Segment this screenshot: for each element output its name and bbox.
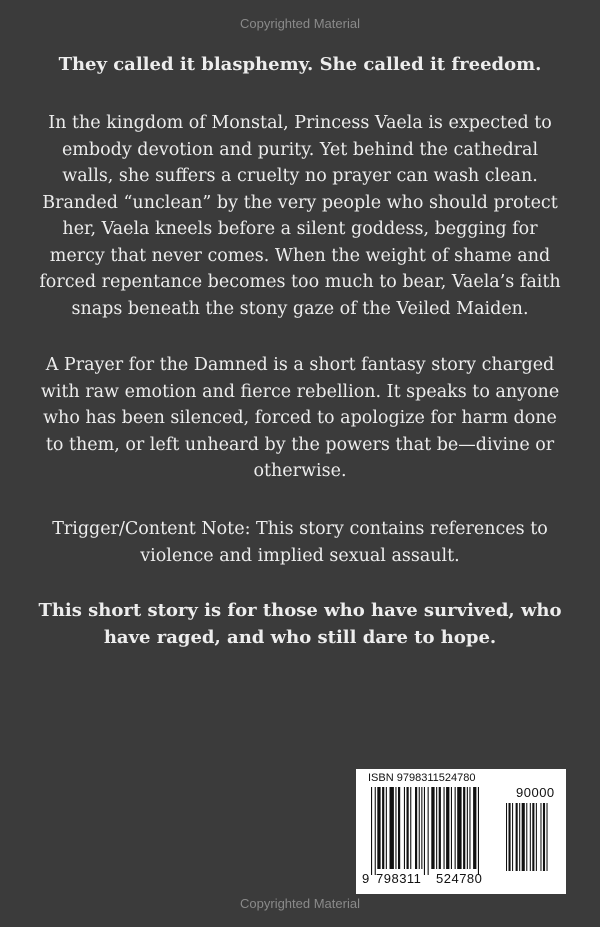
text-line: to them, or left unheard by the powers that be—divine or bbox=[45, 434, 555, 455]
text-line: with raw emotion and fierce rebellion. It speaks to anyone bbox=[40, 381, 560, 402]
barcode-digit-first: 9 bbox=[362, 871, 370, 886]
closing-paragraph bbox=[30, 598, 570, 651]
text-line: mercy that never comes. When the weight of shame and bbox=[49, 245, 551, 266]
text-line: have raged, and who still dare to hope. bbox=[103, 626, 497, 648]
text-line: snaps beneath the stony gaze of the Veiled Maiden. bbox=[71, 298, 529, 319]
text-line: walls, she suffers a cruelty no prayer can wash clean. bbox=[62, 166, 538, 186]
synopsis-paragraph bbox=[30, 110, 570, 322]
description-paragraph bbox=[30, 352, 570, 485]
text-line: who has been silenced, forced to apologize for harm done bbox=[43, 408, 557, 428]
barcode-addon-code: 90000 bbox=[516, 785, 555, 800]
barcode-digits-right: 524780 bbox=[436, 871, 483, 886]
isbn-label: ISBN 9798311524780 bbox=[368, 772, 476, 784]
text-line: her, Vaela kneels before a silent goddess, begging for bbox=[62, 219, 538, 239]
copyright-watermark-bottom: Copyrighted Material bbox=[240, 896, 360, 911]
text-line: violence and implied sexual assault. bbox=[140, 545, 460, 566]
text-line: This short story is for those who have survived, who bbox=[38, 600, 562, 621]
barcode-digits-left: 798311 bbox=[376, 871, 422, 886]
text-line: embody devotion and purity. Yet behind the cathedral bbox=[61, 139, 539, 160]
text-line: otherwise. bbox=[253, 461, 347, 481]
isbn-barcode bbox=[356, 769, 566, 894]
copyright-watermark-top: Copyrighted Material bbox=[240, 16, 360, 31]
text-line: Branded “unclean” by the very people who should protect bbox=[42, 192, 558, 213]
content-note-paragraph bbox=[30, 516, 570, 569]
text-line: In the kingdom of Monstal, Princess Vaela is expected to bbox=[48, 113, 552, 133]
tagline: They called it blasphemy. She called it freedom. bbox=[58, 54, 542, 75]
text-line: forced repentance becomes too much to bear, Vaela’s faith bbox=[39, 272, 561, 292]
text-line: A Prayer for the Damned is a short fantasy story charged bbox=[45, 355, 555, 375]
text-line: Trigger/Content Note: This story contains references to bbox=[52, 519, 548, 539]
